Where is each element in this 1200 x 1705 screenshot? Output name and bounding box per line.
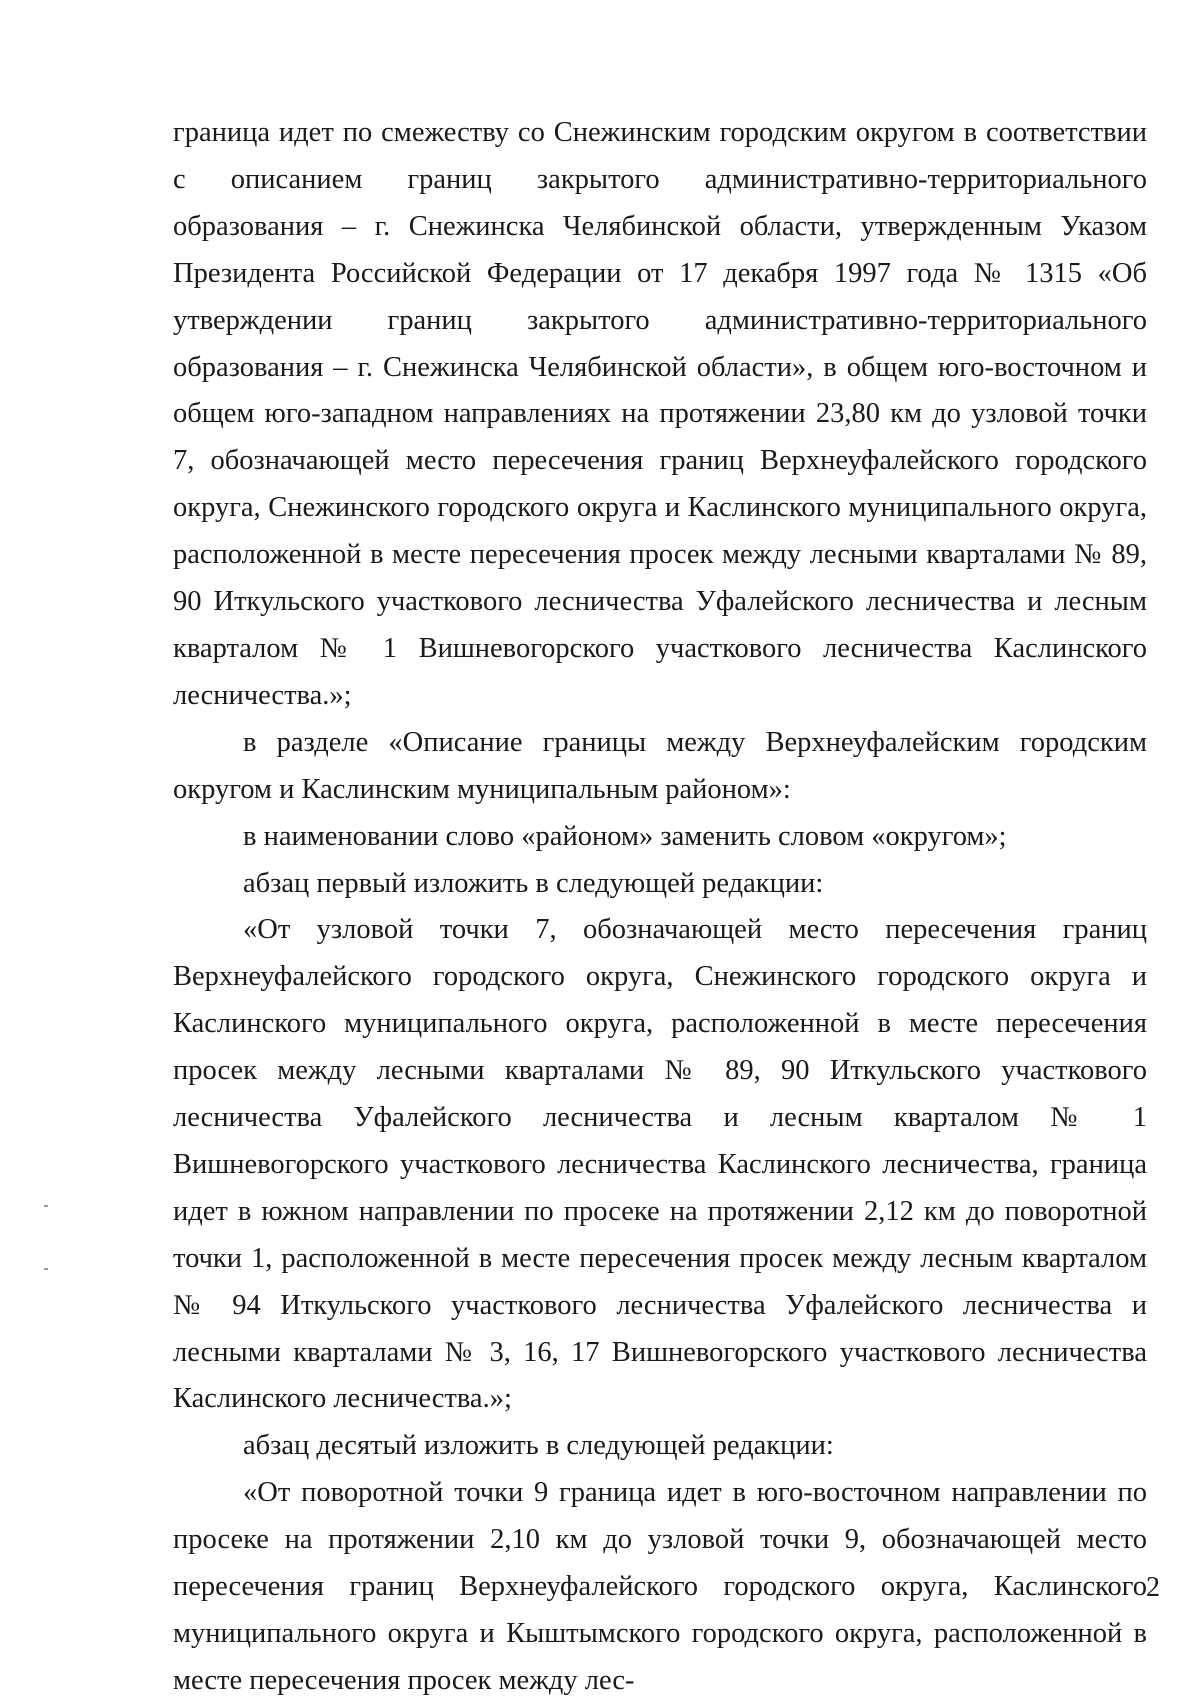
paragraph-rename-instruction: в наименовании слово «районом» заменить словом «округом»;	[243, 820, 1007, 852]
scan-margin-mark	[44, 1268, 48, 1270]
scan-margin-mark	[44, 1205, 48, 1207]
paragraph-first-abzac-text: «От узловой точки 7, обозначающей место пересечения границ Верхнеуфалейского городского округа, Снежинского городского округа и Каслинского муниципального округа, расположенной в месте пересечения просек между лесными кварталами № 89, 90 Иткульского участкового лесничества Уфалейского лесничества и лесным кварталом № 1 Вишневогорского участкового лесничества Каслинского лесничества, граница идет в южном направлении по просеке на протяжении 2,12 км до поворотной точки 1, расположенной в месте пересечения просек между лесным кварталом № 94 Иткульского участкового лесничества Уфалейского лесничества и лесными кварталами № 3, 16, 17 Вишневогорского участкового лесничества Каслинского лесничества.»;	[173, 914, 1147, 1415]
paragraph-tenth-abzac-text: «От поворотной точки 9 граница идет в юго-восточном направлении по просеке на протяжении 2,10 км до узловой точки 9, обозначающей место пересечения границ Верхнеуфалейского городского округа, Каслинского муниципального округа и Кыштымского городского округа, расположенной в месте пересечения просек между лес-	[173, 1477, 1147, 1696]
page-number: 2	[1146, 1572, 1160, 1603]
paragraph-continuation: граница идет по смежеству со Снежинским городским округом в соответствии с описанием границ закрытого административно-территориального образования – г. Снежинска Челябинской области, утвержденным Указом Президента Российской Федерации от 17 декабря 1997 года № 1315 «Об утверждении границ закрытого административно-территориального образования – г. Снежинска Челябинской области», в общем юго-восточном и общем юго-западном направлениях на протяжении 23,80 км до узловой точки 7, обозначающей место пересечения границ Верхнеуфалейского городского округа, Снежинского городского округа и Каслинского муниципального округа, расположенной в месте пересечения просек между лесными кварталами № 89, 90 Иткульского участкового лесничества Уфалейского лесничества и лесным кварталом № 1 Вишневогорского участкового лесничества Каслинского лесничества.»;	[173, 117, 1147, 711]
paragraph-section-heading: в разделе «Описание границы между Верхнеуфалейским городским округом и Каслинским муниципальным районом»:	[173, 726, 1147, 805]
paragraph-tenth-abzac-instruction: абзац десятый изложить в следующей редакции:	[243, 1430, 834, 1462]
document-body	[173, 110, 1147, 1705]
paragraph-first-abzac-instruction: абзац первый изложить в следующей редакции:	[243, 867, 824, 899]
